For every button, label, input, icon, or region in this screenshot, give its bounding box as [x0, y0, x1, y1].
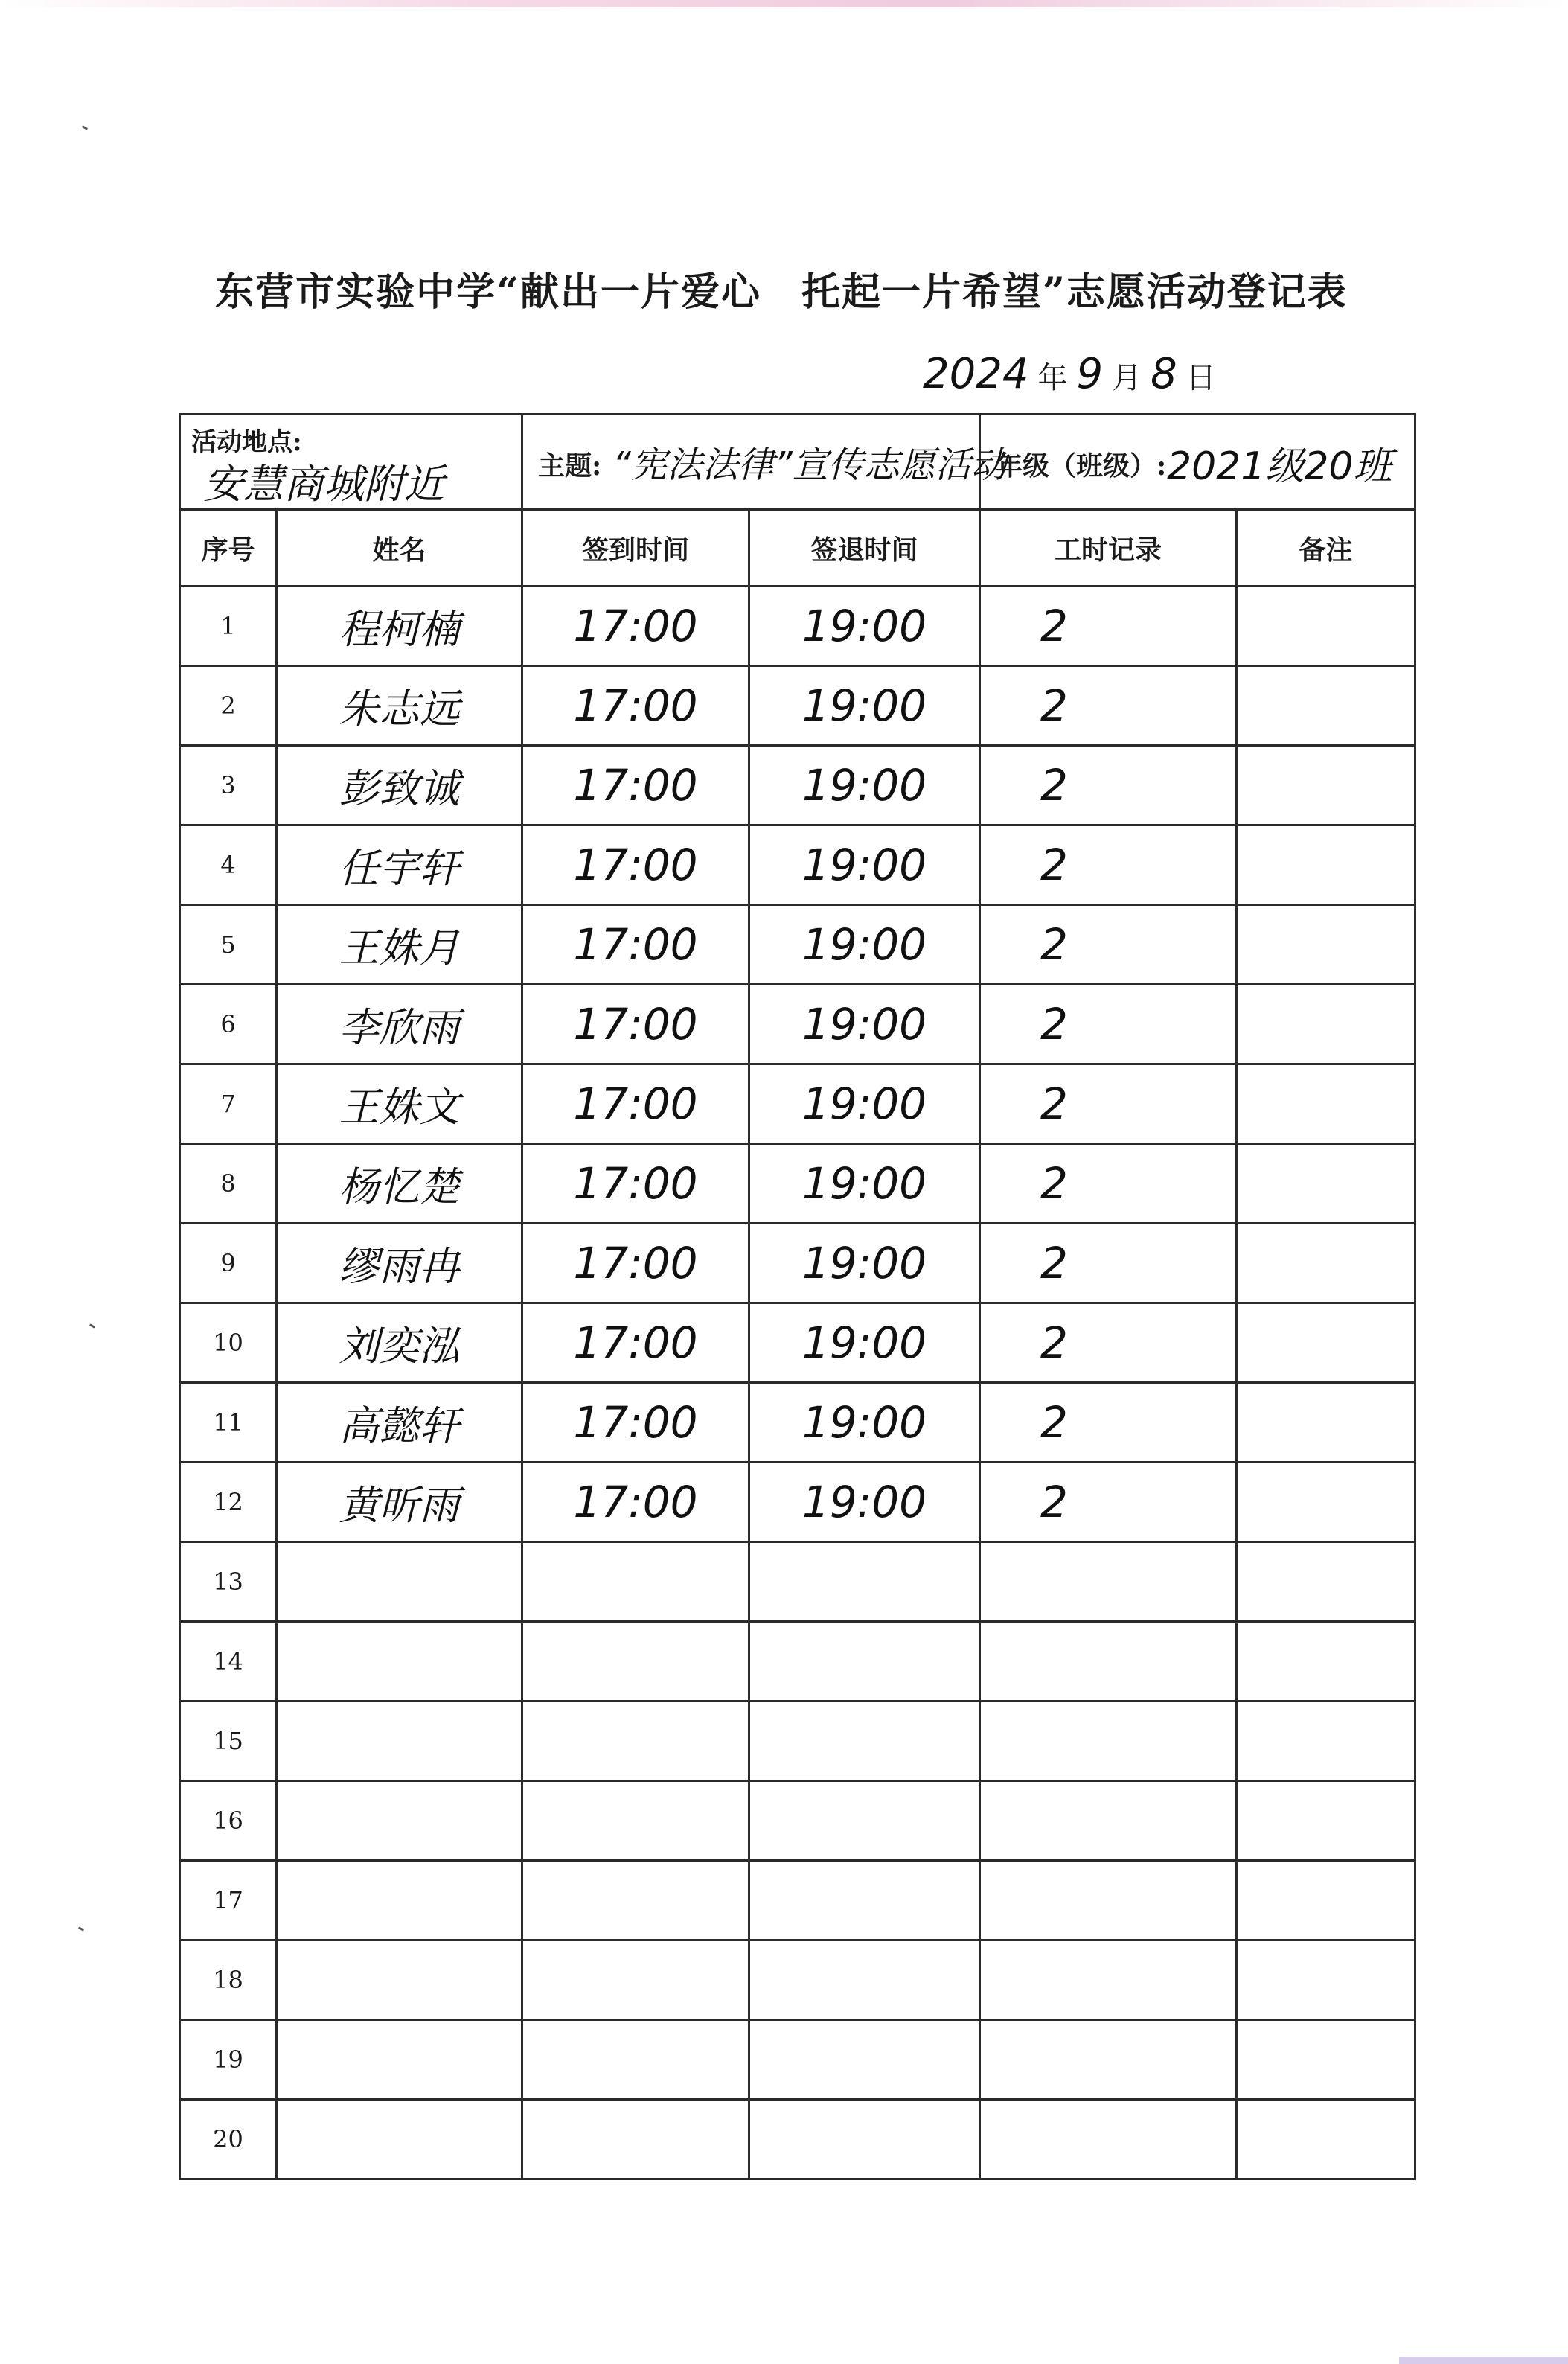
row-remarks — [1237, 1383, 1415, 1463]
row-hours: 2 — [980, 587, 1237, 666]
date-month-unit: 月 — [1112, 361, 1142, 395]
table-row — [180, 1702, 1415, 1781]
scan-edge-tint — [0, 0, 1568, 7]
row-checkin-time: 17:00 — [522, 746, 749, 825]
row-checkin-time — [522, 1781, 749, 1861]
header-checkout: 签退时间 — [749, 510, 980, 587]
row-checkin-time: 17:00 — [522, 985, 749, 1064]
header-checkin: 签到时间 — [522, 510, 749, 587]
row-name: 任宇轩 — [277, 825, 522, 905]
row-checkin-time — [522, 1940, 749, 2020]
row-checkin-time — [522, 2020, 749, 2100]
row-remarks — [1237, 666, 1415, 746]
row-index: 14 — [180, 1622, 277, 1702]
row-checkout-time — [749, 1542, 980, 1622]
row-checkout-time: 19:00 — [749, 905, 980, 985]
row-index: 5 — [180, 905, 277, 985]
row-name: 王姝文 — [277, 1064, 522, 1144]
row-index: 16 — [180, 1781, 277, 1861]
header-remarks: 备注 — [1237, 510, 1415, 587]
row-hours: 2 — [980, 1144, 1237, 1224]
row-remarks — [1237, 1940, 1415, 2020]
row-checkin-time: 17:00 — [522, 1144, 749, 1224]
table-row — [180, 2100, 1415, 2179]
table-row — [180, 1542, 1415, 1622]
row-index: 1 — [180, 587, 277, 666]
row-checkout-time: 19:00 — [749, 825, 980, 905]
row-name — [277, 1940, 522, 2020]
row-hours: 2 — [980, 1383, 1237, 1463]
row-checkout-time: 19:00 — [749, 1303, 980, 1383]
grade-value: 2021级20班 — [1167, 444, 1392, 489]
row-checkout-time: 19:00 — [749, 1224, 980, 1303]
row-checkin-time: 17:00 — [522, 666, 749, 746]
row-checkin-time: 17:00 — [522, 825, 749, 905]
row-hours: 2 — [980, 1064, 1237, 1144]
row-checkin-time: 17:00 — [522, 1383, 749, 1463]
scan-edge-tint-bottom — [1399, 2357, 1568, 2364]
row-remarks — [1237, 1622, 1415, 1702]
scan-speck — [78, 1926, 84, 1932]
topic-value: “宪法法律”宣传志愿活动 — [612, 444, 1007, 486]
row-index: 3 — [180, 746, 277, 825]
row-checkout-time — [749, 2100, 980, 2179]
row-remarks — [1237, 985, 1415, 1064]
row-name: 朱志远 — [277, 666, 522, 746]
row-hours: 2 — [980, 905, 1237, 985]
row-name: 黄昕雨 — [277, 1463, 522, 1542]
row-checkin-time: 17:00 — [522, 905, 749, 985]
row-checkout-time — [749, 1940, 980, 2020]
table-row — [180, 1224, 1415, 1303]
row-index: 11 — [180, 1383, 277, 1463]
row-name: 杨忆楚 — [277, 1144, 522, 1224]
row-checkin-time: 17:00 — [522, 1064, 749, 1144]
date-year: 2024 — [923, 350, 1029, 398]
row-remarks — [1237, 2100, 1415, 2179]
table-row — [180, 985, 1415, 1064]
row-checkin-time — [522, 1702, 749, 1781]
row-hours — [980, 1781, 1237, 1861]
table-row — [180, 666, 1415, 746]
row-index: 19 — [180, 2020, 277, 2100]
row-remarks — [1237, 905, 1415, 985]
row-checkout-time — [749, 1702, 980, 1781]
row-remarks — [1237, 1064, 1415, 1144]
grade-label: 年级（班级）: — [996, 450, 1167, 482]
row-hours: 2 — [980, 985, 1237, 1064]
header-index: 序号 — [180, 510, 277, 587]
row-name — [277, 2100, 522, 2179]
table-row — [180, 1064, 1415, 1144]
table-row — [180, 825, 1415, 905]
row-index: 13 — [180, 1542, 277, 1622]
header-row — [180, 510, 1415, 587]
row-index: 7 — [180, 1064, 277, 1144]
row-hours — [980, 1622, 1237, 1702]
row-checkin-time — [522, 1542, 749, 1622]
table-row — [180, 1861, 1415, 1940]
table-row — [180, 587, 1415, 666]
row-name: 高懿轩 — [277, 1383, 522, 1463]
topic-cell — [522, 415, 1007, 510]
row-checkout-time: 19:00 — [749, 666, 980, 746]
date-year-unit: 年 — [1037, 361, 1068, 395]
row-index: 20 — [180, 2100, 277, 2179]
row-checkout-time — [749, 1781, 980, 1861]
row-name: 王姝月 — [277, 905, 522, 985]
row-checkin-time: 17:00 — [522, 1303, 749, 1383]
table-row — [180, 1622, 1415, 1702]
row-checkin-time: 17:00 — [522, 1463, 749, 1542]
row-name — [277, 1622, 522, 1702]
location-cell — [180, 415, 522, 510]
header-name: 姓名 — [277, 510, 522, 587]
row-checkin-time — [522, 1861, 749, 1940]
row-name: 彭致诚 — [277, 746, 522, 825]
row-checkout-time — [749, 2020, 980, 2100]
row-checkout-time: 19:00 — [749, 1064, 980, 1144]
table-row — [180, 1383, 1415, 1463]
date-day: 8 — [1151, 350, 1177, 398]
table-row — [180, 1940, 1415, 2020]
row-hours — [980, 1940, 1237, 2020]
row-checkin-time — [522, 1622, 749, 1702]
row-index: 6 — [180, 985, 277, 1064]
row-hours: 2 — [980, 1463, 1237, 1542]
row-remarks — [1237, 746, 1415, 825]
row-remarks — [1237, 1781, 1415, 1861]
row-remarks — [1237, 1861, 1415, 1940]
row-checkout-time: 19:00 — [749, 746, 980, 825]
row-remarks — [1237, 1463, 1415, 1542]
row-hours — [980, 2100, 1237, 2179]
date-month: 9 — [1076, 350, 1104, 398]
row-hours — [980, 1861, 1237, 1940]
row-index: 18 — [180, 1940, 277, 2020]
table-row — [180, 746, 1415, 825]
row-checkin-time — [522, 2100, 749, 2179]
row-hours: 2 — [980, 1224, 1237, 1303]
scan-speck — [89, 1323, 95, 1329]
table-row — [180, 1781, 1415, 1861]
row-remarks — [1237, 1224, 1415, 1303]
row-hours: 2 — [980, 666, 1237, 746]
row-index: 9 — [180, 1224, 277, 1303]
row-hours — [980, 1702, 1237, 1781]
location-value: 安慧商城附近 — [203, 461, 444, 508]
row-name — [277, 1542, 522, 1622]
grade-cell — [980, 415, 1415, 510]
table-row — [180, 1303, 1415, 1383]
table-row — [180, 1144, 1415, 1224]
form-title: 东营市实验中学“献出一片爱心 托起一片希望”志愿活动登记表 — [215, 269, 1348, 315]
row-index: 4 — [180, 825, 277, 905]
date-day-unit: 日 — [1185, 361, 1216, 395]
row-hours — [980, 1542, 1237, 1622]
row-name: 刘奕泓 — [277, 1303, 522, 1383]
row-checkout-time: 19:00 — [749, 1144, 980, 1224]
row-index: 10 — [180, 1303, 277, 1383]
topic-label: 主题: — [538, 450, 602, 482]
header-hours: 工时记录 — [980, 510, 1237, 587]
row-remarks — [1237, 2020, 1415, 2100]
table-row — [180, 1463, 1415, 1542]
row-name — [277, 2020, 522, 2100]
row-remarks — [1237, 1542, 1415, 1622]
row-remarks — [1237, 825, 1415, 905]
row-checkout-time: 19:00 — [749, 1383, 980, 1463]
row-name: 程柯楠 — [277, 587, 522, 666]
row-remarks — [1237, 1702, 1415, 1781]
row-index: 12 — [180, 1463, 277, 1542]
row-hours: 2 — [980, 825, 1237, 905]
form-date — [923, 350, 1216, 402]
row-name: 缪雨冉 — [277, 1224, 522, 1303]
row-name: 李欣雨 — [277, 985, 522, 1064]
location-label: 活动地点: — [191, 427, 302, 457]
table-row — [180, 905, 1415, 985]
registration-table — [179, 413, 1416, 2180]
row-name — [277, 1702, 522, 1781]
row-remarks — [1237, 1303, 1415, 1383]
row-index: 8 — [180, 1144, 277, 1224]
row-index: 17 — [180, 1861, 277, 1940]
row-name — [277, 1861, 522, 1940]
row-checkout-time: 19:00 — [749, 587, 980, 666]
row-index: 15 — [180, 1702, 277, 1781]
row-index: 2 — [180, 666, 277, 746]
row-checkout-time: 19:00 — [749, 1463, 980, 1542]
scan-speck — [82, 125, 88, 130]
row-hours: 2 — [980, 746, 1237, 825]
table-row — [180, 2020, 1415, 2100]
info-row — [180, 415, 1415, 510]
row-checkout-time — [749, 1861, 980, 1940]
row-checkout-time: 19:00 — [749, 985, 980, 1064]
row-remarks — [1237, 1144, 1415, 1224]
row-name — [277, 1781, 522, 1861]
row-checkout-time — [749, 1622, 980, 1702]
row-hours: 2 — [980, 1303, 1237, 1383]
row-hours — [980, 2020, 1237, 2100]
row-remarks — [1237, 587, 1415, 666]
row-checkin-time: 17:00 — [522, 1224, 749, 1303]
row-checkin-time: 17:00 — [522, 587, 749, 666]
